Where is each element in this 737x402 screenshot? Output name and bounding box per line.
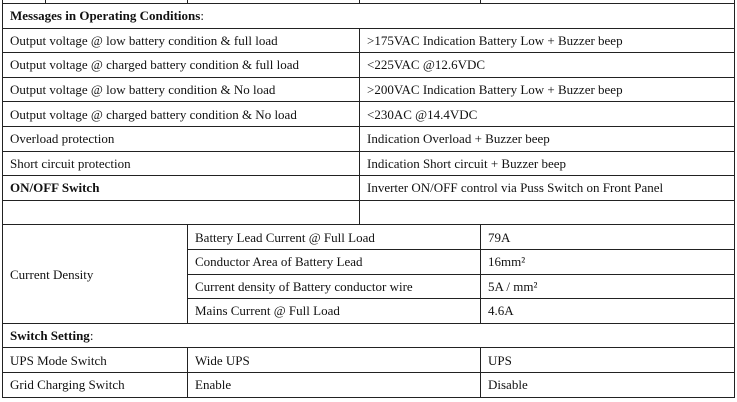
empty-row [3, 200, 735, 225]
row-value: >175VAC Indication Battery Low + Buzzer beep [360, 28, 735, 53]
table-row [3, 126, 735, 151]
table-row [3, 151, 735, 176]
current-density-value: 16mm² [481, 249, 735, 274]
switch-value: UPS [481, 348, 735, 373]
row-value: Indication Short circuit + Buzzer beep [360, 151, 735, 176]
current-density-param: Mains Current @ Full Load [188, 299, 481, 324]
current-density-param: Current density of Battery conductor wire [188, 274, 481, 299]
empty-cell [3, 200, 360, 225]
switch-option: Wide UPS [188, 348, 481, 373]
row-value: Inverter ON/OFF control via Puss Switch on Front Panel [360, 176, 735, 201]
row-label: Short circuit protection [3, 151, 360, 176]
specification-table [2, 0, 735, 398]
row-value: Indication Overload + Buzzer beep [360, 126, 735, 151]
switch-option: Enable [188, 372, 481, 397]
table-row [3, 348, 735, 373]
switch-label: UPS Mode Switch [3, 348, 188, 373]
row-label: Output voltage @ low battery condition & full load [3, 28, 360, 53]
operating-messages-heading-colon: : [200, 8, 204, 24]
switch-label: Grid Charging Switch [3, 372, 188, 397]
current-density-param: Battery Lead Current @ Full Load [188, 225, 481, 250]
current-density-value: 5A / mm² [481, 274, 735, 299]
row-label: Output voltage @ charged battery condition & full load [3, 53, 360, 78]
current-density-param: Conductor Area of Battery Lead [188, 249, 481, 274]
row-label: Overload protection [3, 126, 360, 151]
table-row [3, 225, 735, 250]
table-row [3, 372, 735, 397]
switch-setting-heading-text: Switch Setting [10, 328, 90, 344]
row-label-bold: ON/OFF Switch [3, 176, 360, 201]
row-value: <230AC @14.4VDC [360, 102, 735, 127]
operating-messages-heading-text: Messages in Operating Conditions [10, 8, 201, 24]
table-row [3, 102, 735, 127]
current-density-value: 79A [481, 225, 735, 250]
section-heading-row [3, 4, 735, 29]
table-row [3, 77, 735, 102]
empty-cell [360, 200, 735, 225]
operating-messages-heading [3, 4, 735, 29]
switch-setting-heading [3, 323, 735, 348]
table-row [3, 176, 735, 201]
current-density-value: 4.6A [481, 299, 735, 324]
current-density-label: Current Density [3, 225, 188, 323]
row-label: Output voltage @ low battery condition & No load [3, 77, 360, 102]
row-label: Output voltage @ charged battery condition & No load [3, 102, 360, 127]
row-value: <225VAC @12.6VDC [360, 53, 735, 78]
switch-setting-heading-colon: : [89, 328, 94, 344]
table-row [3, 28, 735, 53]
section-heading-row [3, 323, 735, 348]
row-value: >200VAC Indication Battery Low + Buzzer beep [360, 77, 735, 102]
table-row [3, 53, 735, 78]
switch-value: Disable [481, 372, 735, 397]
